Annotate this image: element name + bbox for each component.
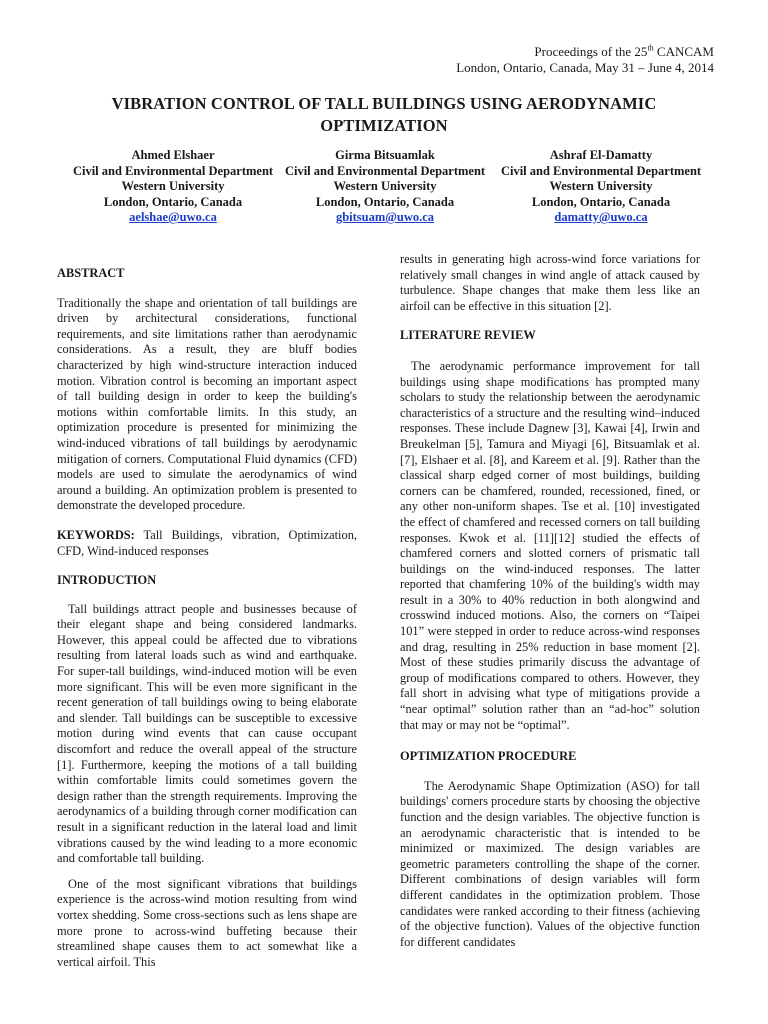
- keywords-text: Tall Buildings, vibration, Optimization, CFD, Wind-induced responses: [57, 527, 357, 558]
- author-univ: Western University: [333, 179, 437, 193]
- proceedings-line: Proceedings of the 25th CANCAM: [534, 43, 714, 59]
- keywords: [57, 528, 357, 559]
- author-name: Ashraf El-Damatty: [549, 148, 653, 162]
- optimization-paragraph: The Aerodynamic Shape Optimization (ASO) for tall buildings' corners procedure starts by choosing the objective function and the design variables. The objective function is an aerodynamic characteristic that is intended to be minimized or maximized. The design variables are geometric parameters controlling the shape of the corner. Different combinations of design variables will form different candidates in the optimization problem. Those candidates were ranked according to their fitness (achieving of the objective function). Values of the objective function for different candidates: [400, 778, 700, 949]
- abstract-text: Traditionally the shape and orientation of tall buildings are driven by architectural considerations, functional requirements, and site limitations rather than aerodynamic considerations. As a result, they are bluff bodies characterized by high wind-structure interaction induced motion. Vibration control is becoming an important aspect of tall building design in order to keep the building's motions within comfortable limits. In this study, an optimization procedure is presented for minimizing the wind-induced vibrations of tall buildings by aerodynamic mitigation of corners. Computational Fluid dynamics (CFD) models are used to simulate the aerodynamics of wind around a building. An optimization problem is presented to demonstrate the developed procedure.: [57, 295, 357, 513]
- literature-paragraph: The aerodynamic performance improvement for tall buildings using shape modifications has prompted many scholars to study the relationship between the aerodynamic characteristics of a structure and the resulting wind–induced responses. These include Dagnew [3], Kawai [4], Irwin and Breukelman [5], Tamura and Miyagi [6], Bitsuamlak et al. [7], Elshaer et al. [8], and Kareem et al. [9]. Rather than the classical sharp edged corner of most buildings, building corners can be chamfered, rounded, recessioned, fined, or any other non-uniform shapes. Tse et al. [10] investigated the effect of chamfered and recessed corners on tall building responses. Kwok et al. [11][12] studied the effects of chamfered corners and slotted corners of prismatic tall buildings on the wind-induced responses. The latter reported that chamfering 10% of the building's width may result in a 30% to 40% reduction in both alongwind and crosswind induced motions. Also, the corners on “Taipei 101” were stepped in order to reduce across-wind responses and drag, resulting in 25% reduction in base moment [2]. Most of these studies primarily discuss the advantage of group of modifications compared to others. However, they fall short in advising what type of mitigations provide a “near optimal” solution rather than an “ad-hoc” solution that may or may not be “optimal”.: [400, 358, 700, 732]
- paper-title: VIBRATION CONTROL OF TALL BUILDINGS USING AERODYNAMIC OPTIMIZATION: [111, 94, 657, 135]
- author-dept: Civil and Environmental Department: [500, 163, 702, 178]
- introduction-continuation: results in generating high across-wind force variations for relatively small changes in wind angle of attack caused by turbulence. Shape changes that make them less like an airfoil can be effective in this situation [2].: [400, 252, 700, 313]
- introduction-heading: INTRODUCTION: [57, 573, 157, 588]
- author-dept: Civil and Environmental Department: [284, 163, 486, 178]
- optimization-heading: OPTIMIZATION PROCEDURE: [400, 749, 577, 764]
- left-column: [57, 252, 357, 970]
- keywords-label: KEYWORDS:: [57, 527, 135, 542]
- author-name: Girma Bitsuamlak: [335, 148, 435, 162]
- literature-heading: LITERATURE REVIEW: [400, 328, 536, 343]
- introduction-paragraph: One of the most significant vibrations that buildings experience is the across-wind motion resulting from wind vortex shedding. Some cross-sections such as lens shape are more prone to across-wind buffeting because their streamlined shape causes them to act somewhat like a vertical airfoil. This: [57, 876, 357, 969]
- abstract-heading: ABSTRACT: [57, 266, 125, 280]
- conference-location: London, Ontario, Canada, May 31 – June 4, 2014: [456, 60, 714, 75]
- author-name: Ahmed Elshaer: [131, 148, 215, 162]
- proceedings-header: [456, 44, 714, 76]
- author-city: London, Ontario, Canada: [531, 194, 671, 209]
- author-univ: Western University: [121, 179, 225, 193]
- right-column: [400, 252, 700, 950]
- author-univ: Western University: [549, 179, 653, 193]
- introduction-paragraph: Tall buildings attract people and businesses because of their elegant shape and being considered landmarks. However, this appeal could be affected due to vibrations resulting from lateral loads such as wind and earthquake. For super-tall buildings, wind-induced motion will be even more significant. This will be even more significant in the recent generation of tall buildings owing to being elaborate and slender. Tall buildings can be susceptible to excessive motion during wind events that can cause occupant discomfort and reduce the overall appeal of the structure [1]. Furthermore, keeping the motions of a tall building within comfortable limits could sometimes govern the design rather than the strength requirements. Improving the aerodynamics of a building through corner modification can result in a significant reduction in the lateral load and limit vibrations caused by the wind leading to a more economic and comfortable tall building.: [57, 601, 357, 866]
- author-city: London, Ontario, Canada: [103, 194, 243, 209]
- author-email-link[interactable]: gbitsuam@uwo.ca: [335, 210, 435, 224]
- author-dept: Civil and Environmental Department: [72, 163, 274, 178]
- author-block: [58, 148, 288, 226]
- author-email-link[interactable]: aelshae@uwo.ca: [129, 210, 217, 224]
- author-block: [270, 148, 500, 226]
- author-city: London, Ontario, Canada: [315, 194, 455, 209]
- author-block: [486, 148, 716, 226]
- author-email-link[interactable]: damatty@uwo.ca: [554, 210, 648, 224]
